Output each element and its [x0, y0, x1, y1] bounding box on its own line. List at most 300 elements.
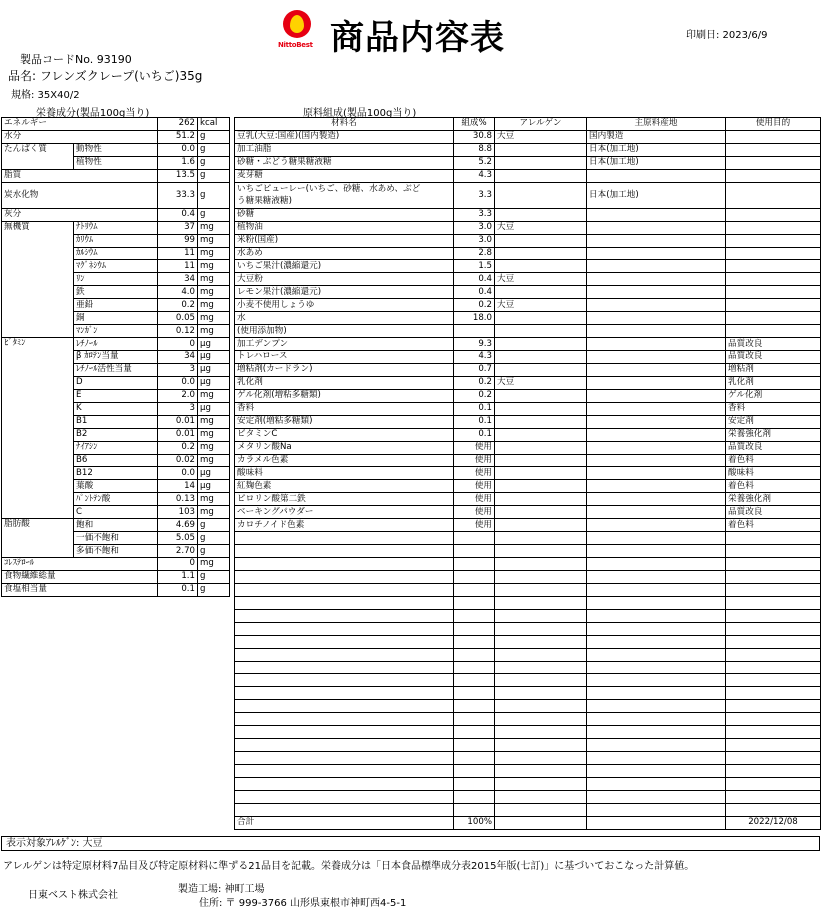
- ingredient-origin: [587, 415, 726, 428]
- nutrient-value: 0: [158, 558, 198, 571]
- ingredient-name: ピロリン酸第二鉄: [235, 493, 454, 506]
- ingredient-purpose: [726, 312, 821, 325]
- nutrient-unit: g: [198, 532, 230, 545]
- ingredient-pct: 使用: [454, 480, 495, 493]
- ingredient-name: ビタミンC: [235, 428, 454, 441]
- empty-cell: [454, 648, 495, 661]
- ingredient-purpose: [726, 182, 821, 208]
- ingredient-purpose: 着色料: [726, 454, 821, 467]
- ingredient-row: [235, 415, 821, 428]
- ingredient-name: 水: [235, 312, 454, 325]
- empty-cell: [235, 687, 454, 700]
- nutrient-sub: B12: [74, 467, 158, 480]
- ingredient-row: [235, 273, 821, 286]
- ingredient-allergen: [495, 312, 587, 325]
- ingredient-origin: 日本(加工地): [587, 143, 726, 156]
- empty-cell: [726, 622, 821, 635]
- nutrient-name: 炭水化物: [2, 182, 158, 208]
- ingredient-origin: [587, 169, 726, 182]
- ingredient-allergen: [495, 156, 587, 169]
- ingredient-purpose: [726, 286, 821, 299]
- nutrient-unit: g: [198, 130, 230, 143]
- nutrient-sub: B2: [74, 428, 158, 441]
- nutrient-unit: g: [198, 570, 230, 583]
- ingredient-row: [235, 338, 821, 351]
- empty-cell: [587, 700, 726, 713]
- ingredient-purpose: [726, 169, 821, 182]
- allergen-display: 表示対象ｱﾚﾙｹﾞﾝ: 大豆: [6, 838, 103, 849]
- ingredient-name: ベーキングパウダー: [235, 506, 454, 519]
- empty-cell: [454, 570, 495, 583]
- ingredient-name: 加工デンプン: [235, 338, 454, 351]
- empty-row: [235, 765, 821, 778]
- print-date: 印刷日: 2023/6/9: [686, 30, 768, 41]
- ingredients-header-row: [235, 118, 821, 131]
- empty-row: [235, 661, 821, 674]
- ingredient-name: カラメル色素: [235, 454, 454, 467]
- empty-row: [235, 545, 821, 558]
- empty-row: [235, 803, 821, 816]
- ingredient-name-line: いちごピューレー(いちご、砂糖、水あめ、ぶど: [237, 184, 421, 195]
- empty-row: [235, 532, 821, 545]
- nutrient-sub: D: [74, 376, 158, 389]
- ingredient-pct: 0.2: [454, 389, 495, 402]
- empty-cell: [235, 622, 454, 635]
- empty-row: [235, 790, 821, 803]
- nutrient-name: 食塩相当量: [2, 583, 158, 596]
- ingredient-row: [235, 169, 821, 182]
- empty-cell: [454, 726, 495, 739]
- nutrient-unit: μg: [198, 467, 230, 480]
- empty-cell: [454, 713, 495, 726]
- nutrient-value: 11: [158, 260, 198, 273]
- empty-cell: [235, 570, 454, 583]
- empty-cell: [587, 570, 726, 583]
- ingredient-name: 植物油: [235, 221, 454, 234]
- ingredient-allergen: [495, 234, 587, 247]
- nutrition-row: [2, 169, 230, 182]
- empty-cell: [495, 803, 587, 816]
- empty-cell: [454, 790, 495, 803]
- empty-cell: [495, 765, 587, 778]
- ingredient-purpose: 品質改良: [726, 441, 821, 454]
- nutrient-value: 2.70: [158, 545, 198, 558]
- ingredient-purpose: 品質改良: [726, 506, 821, 519]
- ingredient-origin: [587, 454, 726, 467]
- nutrient-sub: C: [74, 506, 158, 519]
- ingredient-row: [235, 480, 821, 493]
- empty-cell: [454, 687, 495, 700]
- ingredient-allergen: [495, 389, 587, 402]
- ingredient-pct: 0.1: [454, 402, 495, 415]
- ingredient-allergen: [495, 143, 587, 156]
- empty-cell: [235, 726, 454, 739]
- ingredient-name: レモン果汁(濃縮還元): [235, 286, 454, 299]
- ingredient-allergen: [495, 338, 587, 351]
- page-title: 商品内容表: [330, 18, 505, 58]
- empty-cell: [726, 752, 821, 765]
- empty-cell: [235, 596, 454, 609]
- nutrient-unit: mg: [198, 415, 230, 428]
- nutrient-name: エネルギー: [2, 118, 158, 131]
- ingredient-purpose: [726, 208, 821, 221]
- nittobest-logo: [278, 10, 318, 54]
- ingredient-name: (使用添加物): [235, 325, 454, 338]
- nutrient-unit: mg: [198, 286, 230, 299]
- empty-cell: [495, 739, 587, 752]
- empty-cell: [235, 583, 454, 596]
- ingredient-name: トレハロース: [235, 351, 454, 364]
- nutrient-group: 脂肪酸: [2, 519, 74, 558]
- empty-cell: [587, 713, 726, 726]
- nutrient-name: 灰分: [2, 208, 158, 221]
- ingredient-allergen: [495, 286, 587, 299]
- company-name: 日東ベスト株式会社: [28, 890, 118, 901]
- column-header: アレルゲン: [495, 118, 587, 131]
- ingredient-origin: [587, 480, 726, 493]
- ingredient-row: [235, 208, 821, 221]
- nutrient-value: 5.05: [158, 532, 198, 545]
- factory-info: 製造工場: 神町工場: [178, 884, 265, 895]
- ingredient-purpose: 栄養強化剤: [726, 428, 821, 441]
- nutrient-value: 51.2: [158, 130, 198, 143]
- ingredient-pct: [454, 325, 495, 338]
- empty-cell: [495, 700, 587, 713]
- empty-cell: [726, 558, 821, 571]
- empty-row: [235, 570, 821, 583]
- empty-cell: [495, 558, 587, 571]
- empty-cell: [235, 790, 454, 803]
- empty-cell: [235, 532, 454, 545]
- ingredient-name: 増粘剤(カードラン): [235, 363, 454, 376]
- ingredient-name: 加工油脂: [235, 143, 454, 156]
- ingredient-purpose: 香料: [726, 402, 821, 415]
- empty-cell: [587, 635, 726, 648]
- ingredient-pct: 0.7: [454, 363, 495, 376]
- empty-cell: [235, 739, 454, 752]
- ingredient-origin: [587, 493, 726, 506]
- ingredient-allergen: 大豆: [495, 376, 587, 389]
- empty-cell: [587, 687, 726, 700]
- empty-cell: [587, 661, 726, 674]
- nutrient-value: 0.0: [158, 143, 198, 156]
- nutrient-value: 37: [158, 221, 198, 234]
- ingredient-name: 米粉(国産): [235, 234, 454, 247]
- empty-cell: [235, 661, 454, 674]
- empty-cell: [726, 532, 821, 545]
- product-spec: 規格: 35X40/2: [11, 90, 80, 101]
- nutrient-group: ﾋﾞﾀﾐﾝ: [2, 338, 74, 519]
- nutrient-sub: 飽和: [74, 519, 158, 532]
- ingredient-origin: [587, 428, 726, 441]
- nutrient-value: 0.4: [158, 208, 198, 221]
- ingredient-pct: 3.0: [454, 221, 495, 234]
- ingredient-allergen: [495, 351, 587, 364]
- empty-cell: [587, 790, 726, 803]
- ingredient-purpose: [726, 130, 821, 143]
- empty-cell: [454, 674, 495, 687]
- nutrient-unit: g: [198, 156, 230, 169]
- ingredient-origin: [587, 286, 726, 299]
- empty-cell: [587, 739, 726, 752]
- empty-cell: [235, 777, 454, 790]
- ingredient-row: [235, 221, 821, 234]
- empty-cell: [726, 545, 821, 558]
- ingredient-origin: [587, 260, 726, 273]
- nutrition-row: [2, 583, 230, 596]
- empty-cell: [495, 726, 587, 739]
- ingredient-purpose: 着色料: [726, 480, 821, 493]
- nutrient-unit: g: [198, 545, 230, 558]
- empty-row: [235, 713, 821, 726]
- empty-cell: [726, 713, 821, 726]
- empty-cell: [235, 765, 454, 778]
- empty-cell: [454, 752, 495, 765]
- ingredient-allergen: [495, 441, 587, 454]
- ingredient-purpose: [726, 156, 821, 169]
- ingredient-purpose: 増粘剤: [726, 363, 821, 376]
- empty-cell: [726, 596, 821, 609]
- ingredient-allergen: [495, 415, 587, 428]
- ingredient-row: [235, 286, 821, 299]
- ingredient-origin: [587, 273, 726, 286]
- ingredient-row: [235, 299, 821, 312]
- nutrient-group: 無機質: [2, 221, 74, 337]
- nutrient-unit: mg: [198, 312, 230, 325]
- ingredient-origin: [587, 338, 726, 351]
- nutrient-unit: μg: [198, 363, 230, 376]
- empty-row: [235, 596, 821, 609]
- empty-cell: [726, 687, 821, 700]
- ingredient-row: [235, 376, 821, 389]
- nutrient-value: 262: [158, 118, 198, 131]
- ingredient-row: [235, 182, 821, 208]
- nutrient-value: 4.69: [158, 519, 198, 532]
- nutrient-sub: ﾏｸﾞﾈｼｳﾑ: [74, 260, 158, 273]
- empty-cell: [454, 700, 495, 713]
- empty-cell: [235, 648, 454, 661]
- nutrient-value: 4.0: [158, 286, 198, 299]
- ingredient-row: [235, 143, 821, 156]
- empty-cell: [495, 570, 587, 583]
- nutrient-value: 3: [158, 402, 198, 415]
- ingredient-name: ゲル化剤(増粘多糖類): [235, 389, 454, 402]
- ingredient-row: [235, 247, 821, 260]
- ingredient-origin: 国内製造: [587, 130, 726, 143]
- ingredient-purpose: 乳化剤: [726, 376, 821, 389]
- empty-cell: [587, 803, 726, 816]
- nutrient-unit: mg: [198, 493, 230, 506]
- ingredient-pct: 9.3: [454, 338, 495, 351]
- ingredient-pct: 0.1: [454, 428, 495, 441]
- ingredient-pct: 2.8: [454, 247, 495, 260]
- ingredient-purpose: 酸味料: [726, 467, 821, 480]
- ingredient-name: [235, 182, 454, 208]
- empty-cell: [726, 609, 821, 622]
- nutrient-unit: mg: [198, 325, 230, 338]
- ingredient-origin: [587, 506, 726, 519]
- ingredients-section-label: 原料組成(製品100g当り): [303, 108, 417, 119]
- ingredient-pct: 0.2: [454, 376, 495, 389]
- empty-cell: [495, 635, 587, 648]
- empty-cell: [495, 583, 587, 596]
- nutrient-unit: mg: [198, 506, 230, 519]
- nutrient-sub: ｶﾘｳﾑ: [74, 234, 158, 247]
- nutrition-row: [2, 221, 230, 234]
- ingredient-name: 水あめ: [235, 247, 454, 260]
- empty-cell: [495, 777, 587, 790]
- empty-row: [235, 726, 821, 739]
- ingredient-origin: [587, 402, 726, 415]
- nutrition-row: [2, 130, 230, 143]
- ingredient-allergen: [495, 247, 587, 260]
- nutrition-section-label: 栄養成分(製品100g当り): [36, 108, 150, 119]
- empty-cell: [726, 726, 821, 739]
- empty-cell: [587, 674, 726, 687]
- nutrient-sub: β ｶﾛﾃﾝ当量: [74, 351, 158, 364]
- empty-cell: [454, 739, 495, 752]
- nutrition-row: [2, 570, 230, 583]
- column-header: 使用目的: [726, 118, 821, 131]
- nutrient-unit: μg: [198, 338, 230, 351]
- nutrition-row: [2, 558, 230, 571]
- nutrient-name: 水分: [2, 130, 158, 143]
- ingredient-allergen: 大豆: [495, 273, 587, 286]
- ingredient-allergen: 大豆: [495, 299, 587, 312]
- empty-cell: [587, 558, 726, 571]
- empty-cell: [495, 687, 587, 700]
- empty-cell: [454, 777, 495, 790]
- empty-cell: [495, 674, 587, 687]
- empty-row: [235, 622, 821, 635]
- ingredients-table: [234, 117, 821, 830]
- nutrient-value: 11: [158, 247, 198, 260]
- empty-row: [235, 558, 821, 571]
- ingredient-allergen: [495, 325, 587, 338]
- ingredient-row: [235, 312, 821, 325]
- ingredient-origin: [587, 208, 726, 221]
- ingredient-origin: [587, 234, 726, 247]
- empty-row: [235, 739, 821, 752]
- ingredient-origin: 日本(加工地): [587, 182, 726, 208]
- empty-cell: [454, 558, 495, 571]
- ingredient-purpose: [726, 325, 821, 338]
- nutrient-unit: mg: [198, 299, 230, 312]
- nutrient-unit: mg: [198, 558, 230, 571]
- nutrient-sub: ﾅｲｱｼﾝ: [74, 441, 158, 454]
- nutrient-sub: ﾊﾟﾝﾄﾃﾝ酸: [74, 493, 158, 506]
- empty-row: [235, 687, 821, 700]
- nutrient-unit: kcal: [198, 118, 230, 131]
- ingredient-allergen: [495, 363, 587, 376]
- ingredient-name: 大豆粉: [235, 273, 454, 286]
- ingredient-allergen: [495, 493, 587, 506]
- ingredient-pct: 8.8: [454, 143, 495, 156]
- ingredient-purpose: [726, 299, 821, 312]
- ingredient-row: [235, 506, 821, 519]
- nutrient-value: 0.1: [158, 583, 198, 596]
- nutrition-row: [2, 519, 230, 532]
- empty-cell: [235, 545, 454, 558]
- ingredient-pct: 3.3: [454, 182, 495, 208]
- column-header: 組成%: [454, 118, 495, 131]
- empty-cell: [495, 816, 587, 829]
- total-pct: 100%: [454, 816, 495, 829]
- nutrient-unit: mg: [198, 221, 230, 234]
- ingredient-row: [235, 156, 821, 169]
- empty-cell: [726, 803, 821, 816]
- empty-cell: [587, 609, 726, 622]
- empty-cell: [726, 765, 821, 778]
- nutrient-value: 0.05: [158, 312, 198, 325]
- nutrient-value: 0.12: [158, 325, 198, 338]
- empty-cell: [454, 635, 495, 648]
- empty-cell: [726, 635, 821, 648]
- empty-cell: [454, 532, 495, 545]
- nutrient-unit: g: [198, 519, 230, 532]
- nutrient-name: 脂質: [2, 169, 158, 182]
- ingredient-row: [235, 234, 821, 247]
- empty-cell: [587, 583, 726, 596]
- ingredient-pct: 0.4: [454, 273, 495, 286]
- ingredient-purpose: [726, 273, 821, 286]
- ingredient-pct: 使用: [454, 467, 495, 480]
- ingredient-purpose: [726, 260, 821, 273]
- ingredient-allergen: [495, 480, 587, 493]
- nutrient-value: 34: [158, 273, 198, 286]
- nutrient-sub: K: [74, 402, 158, 415]
- ingredient-pct: 使用: [454, 493, 495, 506]
- empty-cell: [495, 648, 587, 661]
- ingredient-pct: 5.2: [454, 156, 495, 169]
- empty-row: [235, 609, 821, 622]
- empty-cell: [587, 648, 726, 661]
- nutrient-value: 3: [158, 363, 198, 376]
- nutrient-value: 33.3: [158, 182, 198, 208]
- column-header: 主原料産地: [587, 118, 726, 131]
- ingredient-origin: [587, 247, 726, 260]
- ingredient-purpose: 品質改良: [726, 338, 821, 351]
- empty-row: [235, 635, 821, 648]
- empty-cell: [495, 790, 587, 803]
- nutrient-group: たんぱく質: [2, 143, 74, 169]
- ingredient-row: [235, 351, 821, 364]
- nutrient-value: 0.02: [158, 454, 198, 467]
- empty-cell: [587, 726, 726, 739]
- ingredient-allergen: 大豆: [495, 130, 587, 143]
- empty-cell: [726, 674, 821, 687]
- ingredient-name: 紅麹色素: [235, 480, 454, 493]
- nutrition-row: [2, 118, 230, 131]
- empty-row: [235, 648, 821, 661]
- empty-cell: [235, 558, 454, 571]
- empty-row: [235, 777, 821, 790]
- ingredient-origin: [587, 376, 726, 389]
- nutrient-unit: mg: [198, 428, 230, 441]
- nutrient-sub: ﾚﾁﾉｰﾙ活性当量: [74, 363, 158, 376]
- ingredient-name: 香料: [235, 402, 454, 415]
- ingredient-allergen: [495, 402, 587, 415]
- ingredient-name: カロチノイド色素: [235, 519, 454, 532]
- ingredient-allergen: [495, 260, 587, 273]
- logo-text: NittoBest: [278, 41, 313, 49]
- allergen-display-box: [1, 836, 820, 851]
- ingredient-row: [235, 260, 821, 273]
- ingredient-origin: [587, 363, 726, 376]
- ingredient-pct: 3.3: [454, 208, 495, 221]
- empty-cell: [495, 596, 587, 609]
- ingredient-origin: [587, 519, 726, 532]
